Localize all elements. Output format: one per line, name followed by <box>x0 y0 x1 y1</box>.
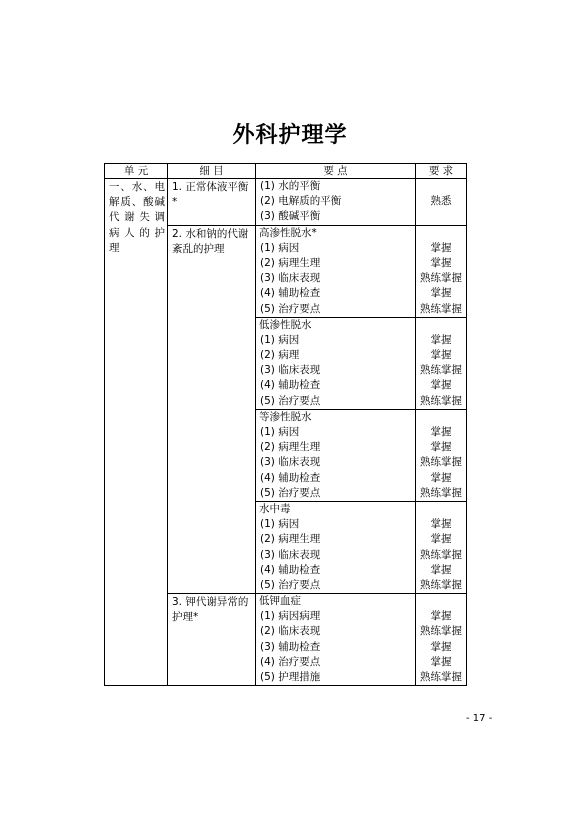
syllabus-table <box>104 163 467 686</box>
header-unit: 单 元 <box>105 164 168 179</box>
table-body <box>105 179 467 686</box>
point-text: (4) 辅助检查 <box>260 471 321 484</box>
requirement-text: 熟练掌握 <box>420 578 462 591</box>
item-cell: 1. 正常体液平衡* <box>168 179 256 226</box>
requirement-text: 熟练掌握 <box>420 625 462 638</box>
table-header-row <box>105 164 467 179</box>
requirement-cell <box>416 317 467 409</box>
points-cell <box>256 225 416 317</box>
header-requirement: 要 求 <box>416 164 467 179</box>
group-heading: 高渗性脱水* <box>259 226 317 239</box>
requirement-text: 熟练掌握 <box>420 456 462 469</box>
requirement-text: 掌握 <box>430 441 452 454</box>
point-text: (4) 辅助检查 <box>260 563 321 576</box>
header-point: 要 点 <box>256 164 416 179</box>
requirement-cell <box>416 225 467 317</box>
point-text: (4) 治疗要点 <box>260 655 321 668</box>
point-text: (3) 酸碱平衡 <box>260 210 321 223</box>
unit-line: 病人的护 <box>109 226 165 239</box>
point-text: (4) 辅助检查 <box>260 287 321 300</box>
requirement-cell <box>416 501 467 593</box>
point-text: (3) 临床表现 <box>260 272 321 285</box>
item-cell: 3. 钾代谢异常的护理* <box>168 594 256 686</box>
unit-line: 一、水、电 <box>109 181 165 193</box>
point-text: (1) 病因 <box>260 333 300 346</box>
requirement-text <box>416 179 466 194</box>
point-text: (1) 水的平衡 <box>260 180 321 192</box>
unit-line: 理 <box>109 241 120 254</box>
point-text: (1) 病因 <box>260 518 300 531</box>
requirement-text: 掌握 <box>430 563 452 576</box>
requirement-text: 熟练掌握 <box>420 272 462 285</box>
requirement-spacer <box>416 410 466 425</box>
requirement-text: 掌握 <box>430 640 452 653</box>
requirement-text: 熟练掌握 <box>420 548 462 561</box>
point-text: (3) 辅助检查 <box>260 640 321 653</box>
requirement-text: 掌握 <box>430 471 452 484</box>
point-text: (2) 电解质的平衡 <box>260 195 342 208</box>
requirement-spacer <box>416 318 466 333</box>
group-heading: 等渗性脱水 <box>259 410 312 423</box>
requirement-text: 掌握 <box>430 333 452 346</box>
point-text: (2) 病理生理 <box>260 441 321 454</box>
unit-cell <box>105 179 168 686</box>
group-heading: 水中毒 <box>259 502 291 515</box>
points-cell <box>256 409 416 501</box>
requirement-text: 熟练掌握 <box>420 671 462 683</box>
points-cell <box>256 501 416 593</box>
requirement-cell <box>416 179 467 226</box>
point-text: (5) 治疗要点 <box>260 578 321 591</box>
unit-line: 解质、酸碱 <box>109 196 165 209</box>
requirement-text: 掌握 <box>430 256 452 269</box>
point-text: (3) 临床表现 <box>260 548 321 561</box>
requirement-text: 掌握 <box>430 426 452 438</box>
unit-line: 代谢失调 <box>109 211 165 224</box>
point-text: (3) 临床表现 <box>260 456 321 469</box>
group-heading: 低钾血症 <box>259 595 301 608</box>
point-text: (5) 治疗要点 <box>260 302 321 315</box>
point-text: (2) 临床表现 <box>260 625 321 638</box>
requirement-text: 掌握 <box>430 241 452 254</box>
requirement-text: 熟练掌握 <box>420 302 462 315</box>
point-text: (1) 病因 <box>260 426 300 438</box>
requirement-spacer <box>416 594 466 609</box>
requirement-text: 熟练掌握 <box>420 486 462 499</box>
requirement-cell <box>416 409 467 501</box>
point-text: (2) 病理 <box>260 349 300 362</box>
point-text: (2) 病理生理 <box>260 533 321 546</box>
points-cell <box>256 179 416 226</box>
points-cell <box>256 594 416 686</box>
requirement-spacer <box>416 502 466 517</box>
requirement-text: 掌握 <box>430 349 452 362</box>
page-title: 外科护理学 <box>232 123 348 148</box>
point-text: (1) 病因病理 <box>260 610 321 623</box>
item-cell: 2. 水和钠的代谢紊乱的护理 <box>168 225 256 594</box>
point-text: (4) 辅助检查 <box>260 379 321 392</box>
requirement-text <box>416 209 466 224</box>
requirement-text: 掌握 <box>430 533 452 546</box>
point-text: (5) 护理措施 <box>260 671 321 683</box>
point-text: (5) 治疗要点 <box>260 394 321 407</box>
table-row <box>105 179 467 226</box>
point-text: (2) 病理生理 <box>260 256 321 269</box>
requirement-text: 熟悉 <box>430 195 452 208</box>
requirement-text: 掌握 <box>430 518 452 531</box>
point-text: (1) 病因 <box>260 241 300 254</box>
requirement-text: 掌握 <box>430 610 452 623</box>
requirement-text: 掌握 <box>430 287 452 300</box>
requirement-text: 熟练掌握 <box>420 394 462 407</box>
points-cell <box>256 317 416 409</box>
requirement-cell <box>416 594 467 686</box>
group-heading: 低渗性脱水 <box>259 318 312 331</box>
page-number: - 17 - <box>466 713 493 724</box>
point-text: (5) 治疗要点 <box>260 486 321 499</box>
header-item: 细 目 <box>168 164 256 179</box>
requirement-text: 熟练掌握 <box>420 364 462 377</box>
requirement-text: 掌握 <box>430 379 452 392</box>
requirement-spacer <box>416 226 466 241</box>
point-text: (3) 临床表现 <box>260 364 321 377</box>
requirement-text: 掌握 <box>430 655 452 668</box>
